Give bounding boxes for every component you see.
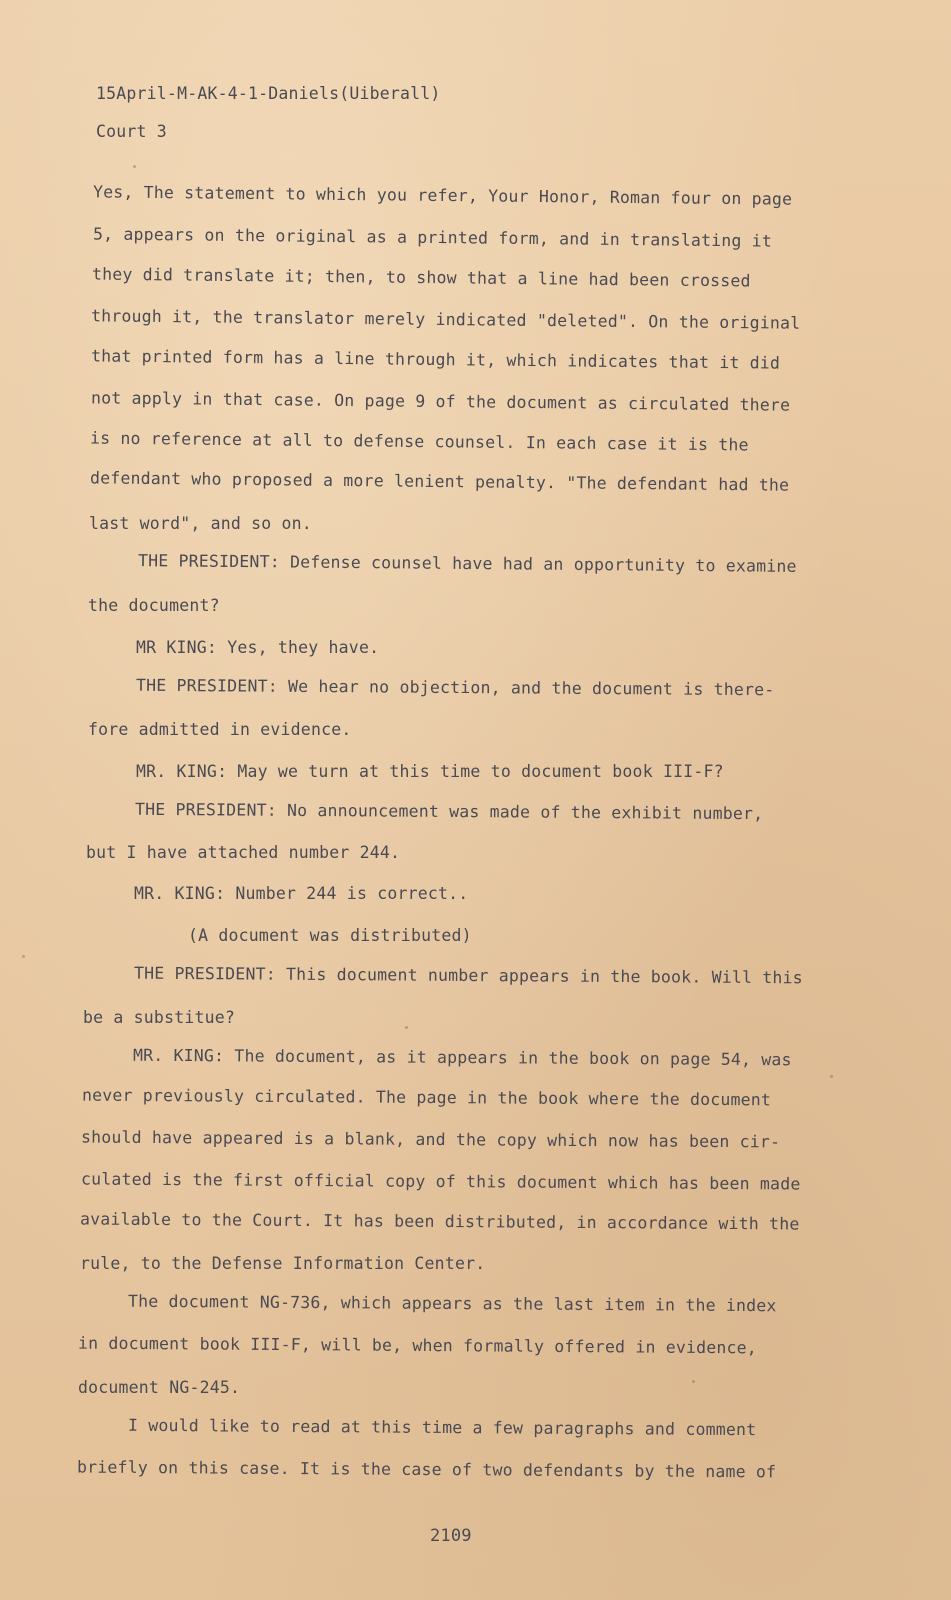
body-line: THE PRESIDENT: This document number appears in the book. Will this [133,963,803,988]
body-line: culated is the first official copy of this document which has been made [80,1169,801,1194]
page-number: 2109 [430,1526,472,1546]
body-line: through it, the translator merely indicated "deleted". On the original [90,306,801,333]
body-line: rule, to the Defense Information Center. [80,1254,486,1273]
body-line: MR. KING: The document, as it appears in the book on page 54, was [132,1045,792,1070]
court-label: Court 3 [96,122,167,141]
body-line: THE PRESIDENT: Defense counsel have had an opportunity to examine [137,551,797,576]
body-line: fore admitted in evidence. [88,720,352,739]
body-line: available to the Court. It has been distributed, in accordance with the [79,1209,800,1234]
paper-speck [133,165,136,168]
paper-speck [405,1026,408,1029]
paper-speck [830,1075,833,1078]
paper-speck [692,1380,695,1383]
body-line: last word", and so on. [89,514,312,533]
body-line: document NG-245. [78,1378,241,1397]
body-line: they did translate it; then, to show that a line had been crossed [91,264,751,291]
body-line: the document? [88,596,220,615]
body-line: MR KING: Yes, they have. [136,638,380,657]
body-line: The document NG-736, which appears as the last item in the index [127,1291,777,1316]
body-line: is no reference at all to defense counsel. In each case it is the [89,428,749,455]
body-line: MR. KING: Number 244 is correct.. [134,884,469,903]
body-line: briefly on this case. It is the case of two defendants by the name of [76,1457,777,1482]
document-reference: 15April-M-AK-4-1-Daniels(Uiberall) [96,84,441,103]
body-line: should have appeared is a blank, and the copy which now has been cir- [80,1127,781,1152]
body-line: but I have attached number 244. [86,843,401,862]
body-line: (A document was distributed) [188,926,472,945]
body-line: in document book III-F, will be, when formally offered in evidence, [77,1333,758,1358]
paper-speck [22,955,25,958]
body-line: defendant who proposed a more lenient penalty. "The defendant had the [89,468,790,495]
body-line: THE PRESIDENT: We hear no objection, and the document is there- [135,675,775,700]
body-line: be a substitue? [83,1008,236,1027]
body-line: MR. KING: May we turn at this time to document book III-F? [136,762,724,781]
body-line: not apply in that case. On page 9 of the document as circulated there [90,388,791,415]
body-line: that printed form has a line through it, which indicates that it did [90,346,781,373]
body-line: THE PRESIDENT: No announcement was made of the exhibit number, [134,799,764,824]
body-line: never previously circulated. The page in the book where the document [81,1085,772,1110]
body-line: 5, appears on the original as a printed form, and in translating it [92,224,773,251]
body-line: I would like to read at this time a few paragraphs and comment [127,1415,757,1440]
body-line: Yes, The statement to which you refer, Your Honor, Roman four on page [92,182,793,209]
